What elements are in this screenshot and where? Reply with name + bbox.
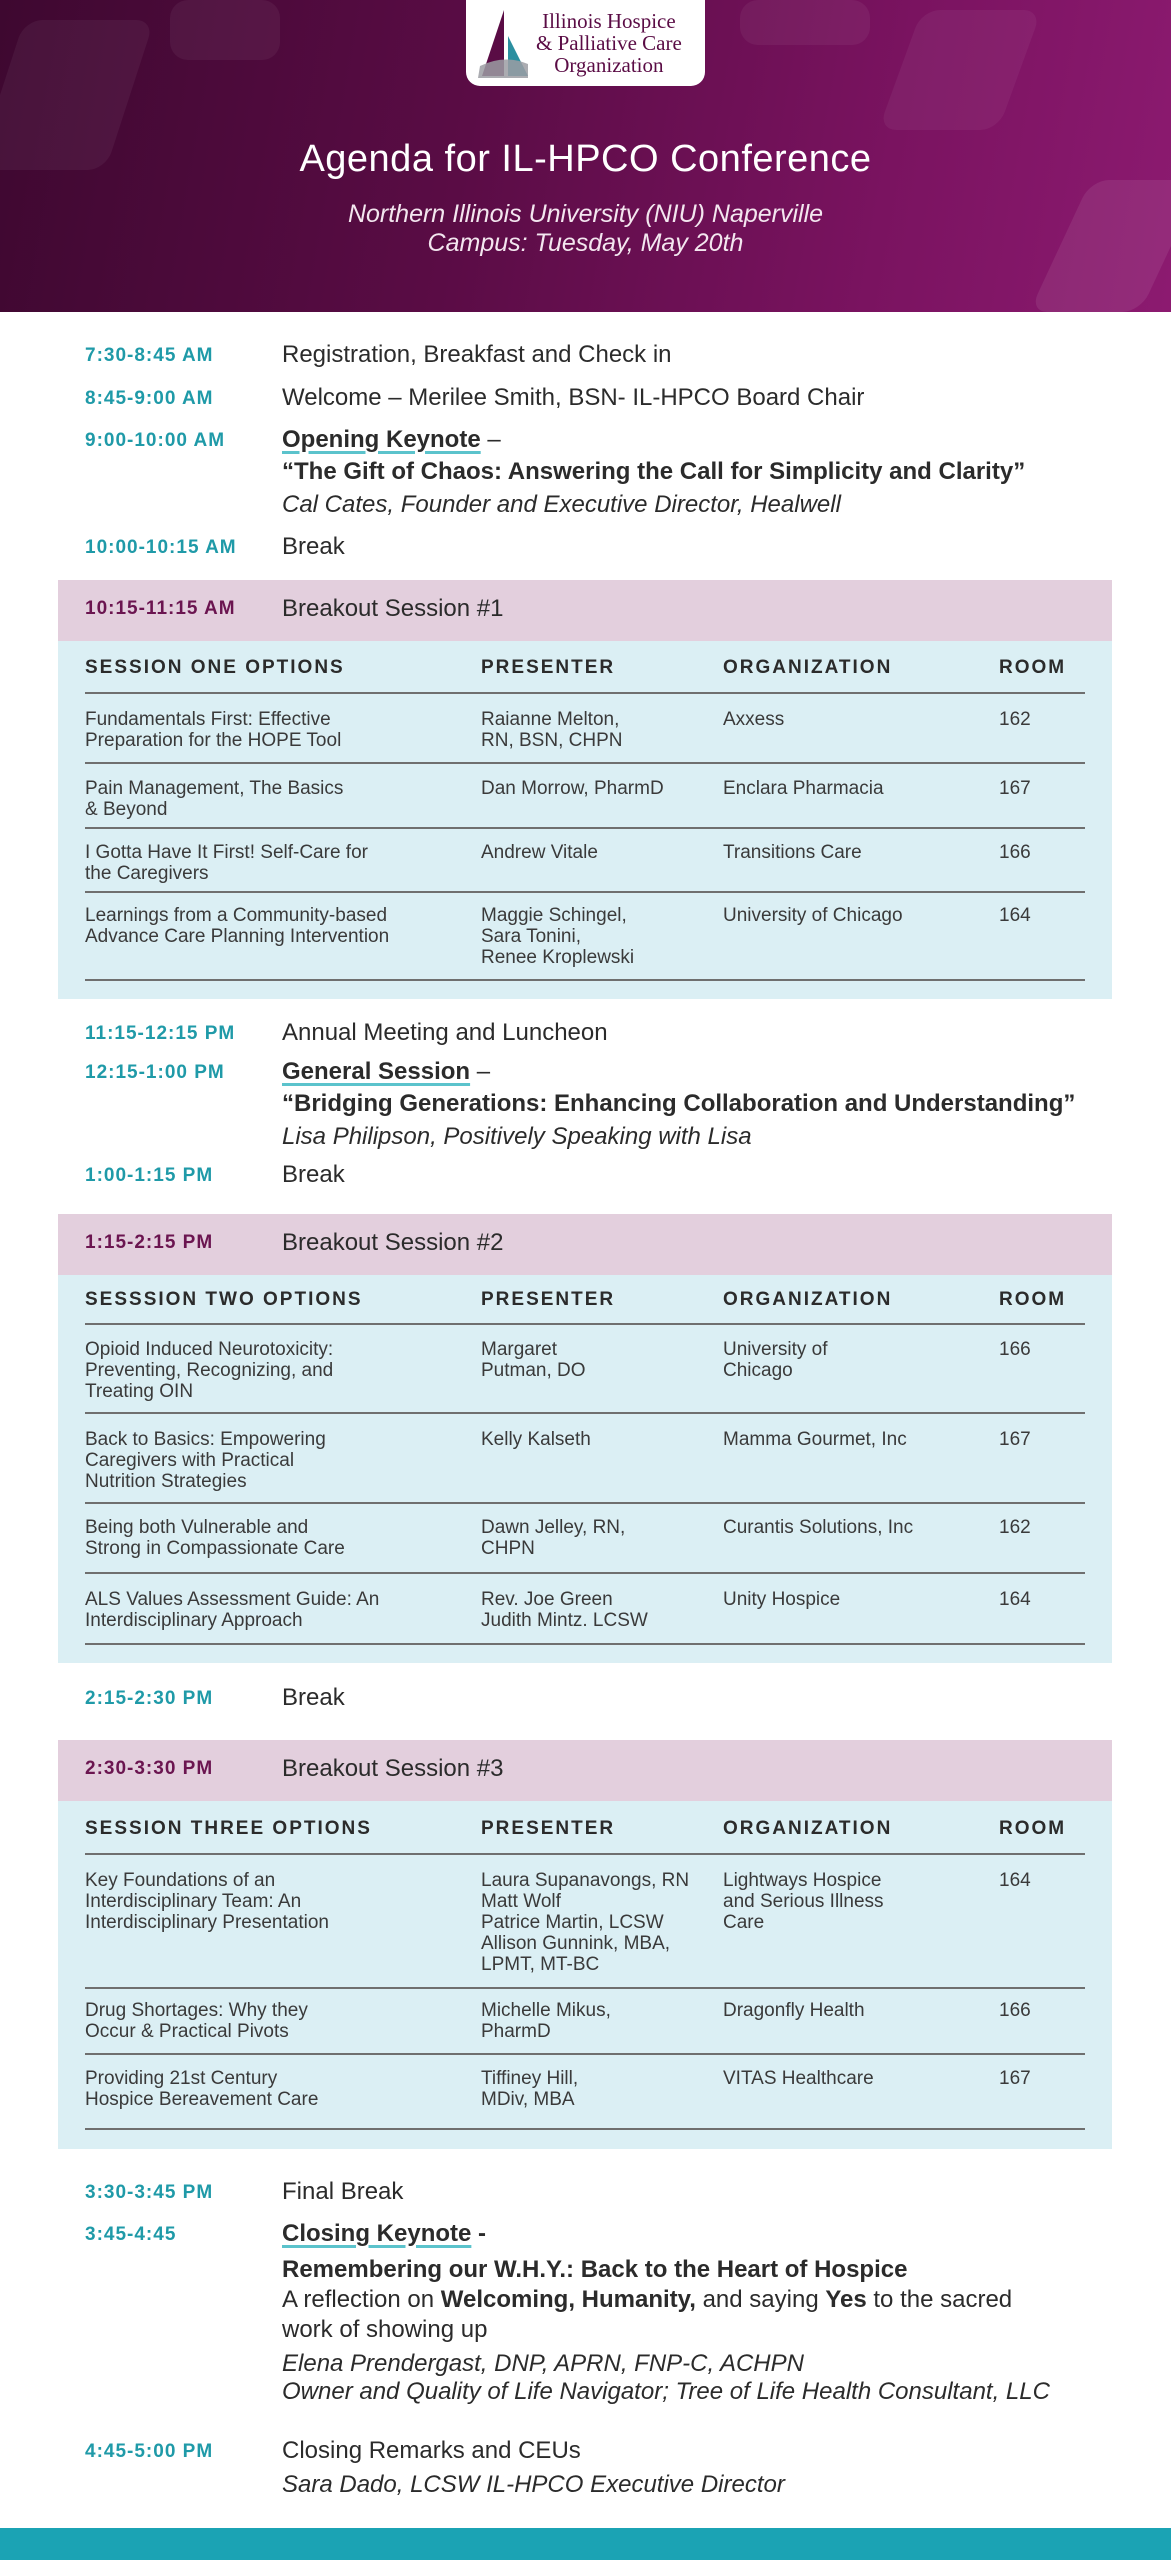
session-organization: Dragonfly Health bbox=[723, 2000, 865, 2021]
session-presenter: Maggie Schingel, Sara Tonini, Renee Kroplewski bbox=[481, 905, 635, 968]
agenda-time: 3:30-3:45 PM bbox=[85, 2182, 214, 2203]
column-header: SESSION ONE OPTIONS bbox=[85, 657, 345, 678]
agenda-time: 10:00-10:15 AM bbox=[85, 537, 237, 558]
agenda-event: Annual Meeting and Luncheon bbox=[282, 1019, 608, 1046]
column-header: SESSSION TWO OPTIONS bbox=[85, 1289, 363, 1310]
agenda-time: 3:45-4:45 bbox=[85, 2224, 177, 2245]
agenda-time: 4:45-5:00 PM bbox=[85, 2441, 214, 2462]
agenda-time: 7:30-8:45 AM bbox=[85, 345, 214, 366]
logo-line: Organization bbox=[554, 53, 664, 77]
session-organization: VITAS Healthcare bbox=[723, 2068, 874, 2089]
agenda-event: Registration, Breakfast and Check in bbox=[282, 341, 672, 368]
breakout-header bbox=[58, 1740, 1112, 1801]
session-organization: University of Chicago bbox=[723, 1339, 828, 1381]
session-organization: Lightways Hospice and Serious Illness Care bbox=[723, 1870, 884, 1933]
session-presenter: Andrew Vitale bbox=[481, 842, 598, 863]
subtitle-line: Campus: Tuesday, May 20th bbox=[427, 229, 744, 257]
session-table bbox=[58, 1275, 1112, 1663]
table-divider bbox=[85, 827, 1085, 829]
session-presenter: Tiffiney Hill, MDiv, MBA bbox=[481, 2068, 579, 2110]
session-presenter: Michelle Mikus, PharmD bbox=[481, 2000, 611, 2042]
session-room: 162 bbox=[999, 709, 1031, 730]
keynote-description bbox=[282, 2286, 1012, 2314]
logo-line: & Palliative Care bbox=[536, 31, 682, 55]
header-decoration bbox=[740, 0, 870, 45]
session-room: 164 bbox=[999, 1589, 1031, 1610]
column-header: PRESENTER bbox=[481, 1818, 616, 1839]
logo-sail-icon bbox=[474, 6, 530, 80]
session-title: Opioid Induced Neurotoxicity: Preventing, Recognizing, and Treating OIN bbox=[85, 1339, 334, 1402]
session-label: General Session bbox=[282, 1058, 471, 1085]
table-divider bbox=[85, 2053, 1085, 2055]
breakout-title: Breakout Session #2 bbox=[282, 1229, 504, 1256]
column-header: ROOM bbox=[999, 1818, 1067, 1839]
column-header: ORGANIZATION bbox=[723, 657, 893, 678]
session-organization: Transitions Care bbox=[723, 842, 862, 863]
page-header bbox=[0, 0, 1171, 312]
keynote-title: Remembering our W.H.Y.: Back to the Heart of Hospice bbox=[282, 2256, 908, 2283]
session-title: Learnings from a Community-based Advance Care Planning Intervention bbox=[85, 905, 390, 947]
breakout-title: Breakout Session #1 bbox=[282, 595, 504, 622]
keynote-description-cont: work of showing up bbox=[282, 2316, 488, 2343]
table-divider bbox=[85, 1643, 1085, 1645]
session-presenter: Margaret Putman, DO bbox=[481, 1339, 586, 1381]
session-title: ALS Values Assessment Guide: An Interdisciplinary Approach bbox=[85, 1589, 380, 1631]
session-organization: Enclara Pharmacia bbox=[723, 778, 884, 799]
table-divider bbox=[85, 1323, 1085, 1325]
table-divider bbox=[85, 891, 1085, 893]
column-header: PRESENTER bbox=[481, 1289, 616, 1310]
session-presenter: Kelly Kalseth bbox=[481, 1429, 591, 1450]
agenda-time: 8:45-9:00 AM bbox=[85, 388, 214, 409]
session-table bbox=[58, 641, 1112, 999]
session-room: 167 bbox=[999, 1429, 1031, 1450]
session-room: 166 bbox=[999, 2000, 1031, 2021]
description-emphasis: Yes bbox=[825, 2286, 867, 2313]
description-emphasis: Welcoming, Humanity, bbox=[440, 2286, 696, 2313]
agenda-time: 1:15-2:15 PM bbox=[85, 1232, 214, 1253]
session-presenter: Dan Morrow, PharmD bbox=[481, 778, 664, 799]
label-dash: – bbox=[470, 1058, 491, 1085]
agenda-event bbox=[282, 1058, 490, 1086]
session-title: Providing 21st Century Hospice Bereavement Care bbox=[85, 2068, 319, 2110]
agenda-time: 2:30-3:30 PM bbox=[85, 1758, 214, 1779]
session-organization: Unity Hospice bbox=[723, 1589, 841, 1610]
session-presenter: Raianne Melton, RN, BSN, CHPN bbox=[481, 709, 623, 751]
table-divider bbox=[85, 1502, 1085, 1504]
session-label: Opening Keynote bbox=[282, 426, 481, 453]
session-title: I Gotta Have It First! Self-Care for the Caregivers bbox=[85, 842, 368, 884]
session-title: Key Foundations of an Interdisciplinary Team: An Interdisciplinary Presentation bbox=[85, 1870, 329, 1933]
session-speaker: Lisa Philipson, Positively Speaking with Lisa bbox=[282, 1123, 752, 1150]
session-presenter: Dawn Jelley, RN, CHPN bbox=[481, 1517, 626, 1559]
table-divider bbox=[85, 1987, 1085, 1989]
description-text: and saying bbox=[695, 2286, 826, 2313]
session-title: Being both Vulnerable and Strong in Compassionate Care bbox=[85, 1517, 345, 1559]
agenda-speaker: Sara Dado, LCSW IL-HPCO Executive Director bbox=[282, 2471, 785, 2498]
session-title: Fundamentals First: Effective Preparation for the HOPE Tool bbox=[85, 709, 342, 751]
breakout-header bbox=[58, 1214, 1112, 1275]
table-divider bbox=[85, 762, 1085, 764]
session-room: 164 bbox=[999, 905, 1031, 926]
agenda-time: 2:15-2:30 PM bbox=[85, 1688, 214, 1709]
agenda-event: Welcome – Merilee Smith, BSN- IL-HPCO Board Chair bbox=[282, 384, 865, 411]
agenda-event: Closing Remarks and CEUs bbox=[282, 2437, 581, 2464]
session-organization: Axxess bbox=[723, 709, 785, 730]
session-title: Drug Shortages: Why they Occur & Practical Pivots bbox=[85, 2000, 308, 2042]
keynote-title: “The Gift of Chaos: Answering the Call for Simplicity and Clarity” bbox=[282, 458, 1026, 485]
keynote-speaker-title: Owner and Quality of Life Navigator; Tree of Life Health Consultant, LLC bbox=[282, 2378, 1050, 2405]
column-header: ORGANIZATION bbox=[723, 1289, 893, 1310]
column-header: ROOM bbox=[999, 657, 1067, 678]
session-title: “Bridging Generations: Enhancing Collaboration and Understanding” bbox=[282, 1090, 1076, 1117]
column-header: SESSION THREE OPTIONS bbox=[85, 1818, 372, 1839]
logo-line: Illinois Hospice bbox=[542, 9, 676, 33]
page-title: Agenda for IL-HPCO Conference bbox=[299, 138, 872, 180]
session-presenter: Rev. Joe Green Judith Mintz. LCSW bbox=[481, 1589, 648, 1631]
page-subtitle bbox=[0, 200, 1171, 258]
column-header: ORGANIZATION bbox=[723, 1818, 893, 1839]
session-title: Back to Basics: Empowering Caregivers with Practical Nutrition Strategies bbox=[85, 1429, 326, 1492]
session-organization: Curantis Solutions, Inc bbox=[723, 1517, 914, 1538]
breakout-header bbox=[58, 580, 1112, 641]
table-divider bbox=[85, 1853, 1085, 1855]
session-label: Closing Keynote bbox=[282, 2220, 472, 2247]
header-decoration bbox=[878, 10, 1042, 130]
table-divider bbox=[85, 692, 1085, 694]
agenda-event: Final Break bbox=[282, 2178, 404, 2205]
session-title: Pain Management, The Basics & Beyond bbox=[85, 778, 344, 820]
breakout-title: Breakout Session #3 bbox=[282, 1755, 504, 1782]
session-presenter: Laura Supanavongs, RN Matt Wolf Patrice Martin, LCSW Allison Gunnink, MBA, LPMT, MT-BC bbox=[481, 1870, 690, 1975]
session-room: 166 bbox=[999, 1339, 1031, 1360]
agenda-event: Break bbox=[282, 1684, 345, 1711]
column-header: ROOM bbox=[999, 1289, 1067, 1310]
label-dash: - bbox=[471, 2220, 487, 2247]
description-text: to the sacred bbox=[866, 2286, 1013, 2313]
session-room: 167 bbox=[999, 778, 1031, 799]
session-room: 167 bbox=[999, 2068, 1031, 2089]
agenda-time: 11:15-12:15 PM bbox=[85, 1023, 236, 1044]
table-divider bbox=[85, 2128, 1085, 2130]
session-organization: Mamma Gourmet, Inc bbox=[723, 1429, 907, 1450]
session-room: 162 bbox=[999, 1517, 1031, 1538]
session-room: 166 bbox=[999, 842, 1031, 863]
label-dash: – bbox=[480, 426, 501, 453]
agenda-time: 9:00-10:00 AM bbox=[85, 430, 226, 451]
session-organization: University of Chicago bbox=[723, 905, 903, 926]
table-divider bbox=[85, 1412, 1085, 1414]
subtitle-line: Northern Illinois University (NIU) Naperville bbox=[347, 200, 824, 228]
keynote-speaker: Cal Cates, Founder and Executive Director, Healwell bbox=[282, 491, 841, 518]
column-header: PRESENTER bbox=[481, 657, 616, 678]
agenda-time: 12:15-1:00 PM bbox=[85, 1062, 225, 1083]
agenda-event bbox=[282, 2220, 486, 2248]
footer-bar bbox=[0, 2528, 1171, 2560]
header-decoration bbox=[170, 0, 280, 60]
description-text: A reflection on bbox=[282, 2286, 441, 2313]
agenda-event: Break bbox=[282, 1161, 345, 1188]
agenda-time: 10:15-11:15 AM bbox=[85, 598, 236, 619]
table-divider bbox=[85, 979, 1085, 981]
keynote-speaker: Elena Prendergast, DNP, APRN, FNP-C, ACHPN bbox=[282, 2350, 804, 2377]
agenda-time: 1:00-1:15 PM bbox=[85, 1165, 214, 1186]
session-room: 164 bbox=[999, 1870, 1031, 1891]
session-table bbox=[58, 1801, 1112, 2149]
table-divider bbox=[85, 1572, 1085, 1574]
agenda-event: Break bbox=[282, 533, 345, 560]
agenda-event bbox=[282, 426, 501, 454]
organization-logo bbox=[466, 0, 705, 86]
